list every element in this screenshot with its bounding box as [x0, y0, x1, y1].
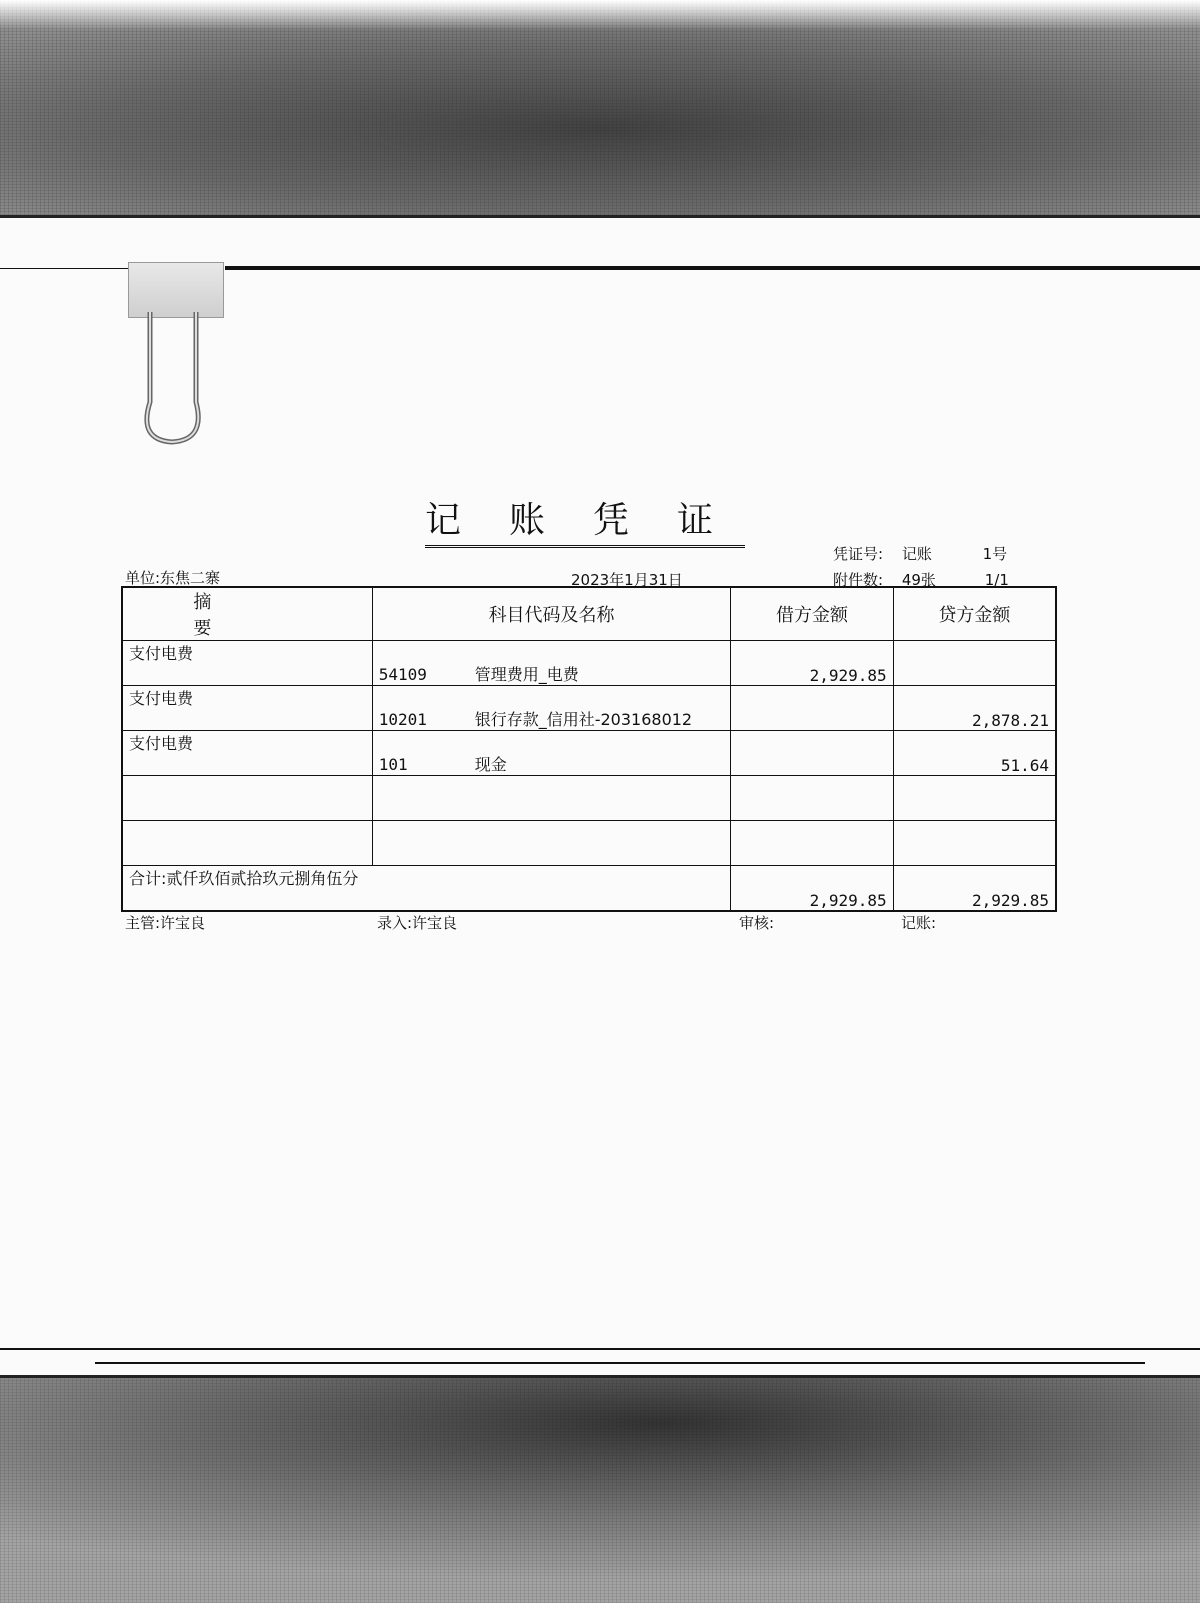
- attachments-count: 49张: [901, 571, 936, 589]
- scan-noise-bottom: [0, 1375, 1200, 1603]
- table-row: [122, 731, 1056, 776]
- table-row: [122, 776, 1056, 821]
- row-summary: 支付电费: [122, 731, 372, 776]
- signature-entry: 录入:许宝良: [377, 914, 458, 932]
- header-debit: 借方金额: [731, 587, 893, 641]
- scan-line: [0, 1348, 1200, 1350]
- voucher-date: 2023年1月31日: [571, 571, 683, 589]
- scan-line: [0, 268, 130, 269]
- row-subject: [372, 821, 731, 866]
- table-row: [122, 686, 1056, 731]
- row-credit: [893, 641, 1056, 686]
- scan-line: [95, 1362, 1145, 1364]
- row-credit: [893, 776, 1056, 821]
- row-subject: [372, 776, 731, 821]
- scan-noise-top: [0, 0, 1200, 218]
- voucher-title: 记账凭证: [425, 492, 745, 548]
- row-debit: [731, 731, 893, 776]
- signature-supervisor: 主管:许宝良: [125, 914, 206, 932]
- row-summary: [122, 776, 372, 821]
- table-header-row: [122, 587, 1056, 641]
- row-credit: 51.64: [893, 731, 1056, 776]
- binder-clip-icon: [120, 262, 230, 452]
- total-debit: 2,929.85: [731, 866, 893, 912]
- row-credit: 2,878.21: [893, 686, 1056, 731]
- voucher-type: 记账: [901, 545, 932, 563]
- row-credit: [893, 821, 1056, 866]
- header-credit: 贷方金额: [893, 587, 1056, 641]
- header-summary: 摘 要: [122, 587, 372, 641]
- total-credit: 2,929.85: [893, 866, 1056, 912]
- header-subject: 科目代码及名称: [372, 587, 731, 641]
- subject-code: 54109: [378, 665, 427, 684]
- subject-code: 10201: [378, 710, 427, 729]
- total-label: 合计:贰仟玖佰贰拾玖元捌角伍分: [122, 866, 731, 912]
- binder-clip-wire: [120, 262, 230, 452]
- page-number: 1/1: [984, 571, 1009, 589]
- attachments-label: 附件数:: [833, 571, 884, 589]
- signature-bookkeeper: 记账:: [901, 914, 937, 932]
- row-debit: [731, 821, 893, 866]
- voucher-no: 1号: [982, 545, 1008, 563]
- row-subject: [372, 641, 731, 686]
- subject-code: 101: [378, 755, 408, 774]
- total-row: [122, 866, 1056, 912]
- row-debit: [731, 776, 893, 821]
- row-debit: 2,929.85: [731, 641, 893, 686]
- row-summary: [122, 821, 372, 866]
- unit-label: 单位:东焦二寨: [125, 569, 221, 587]
- row-debit: [731, 686, 893, 731]
- subject-name: 管理费用_电费: [474, 665, 579, 684]
- voucher-no-label: 凭证号:: [833, 545, 884, 563]
- row-subject: [372, 731, 731, 776]
- voucher-number-line: [833, 543, 1007, 564]
- signature-review: 审核:: [739, 914, 775, 932]
- row-subject: [372, 686, 731, 731]
- row-summary: 支付电费: [122, 686, 372, 731]
- voucher-table: [121, 586, 1057, 912]
- row-summary: 支付电费: [122, 641, 372, 686]
- subject-name: 现金: [474, 755, 507, 774]
- subject-name: 银行存款_信用社-203168012: [474, 710, 693, 729]
- table-row: [122, 641, 1056, 686]
- scan-line: [225, 266, 1200, 270]
- table-row: [122, 821, 1056, 866]
